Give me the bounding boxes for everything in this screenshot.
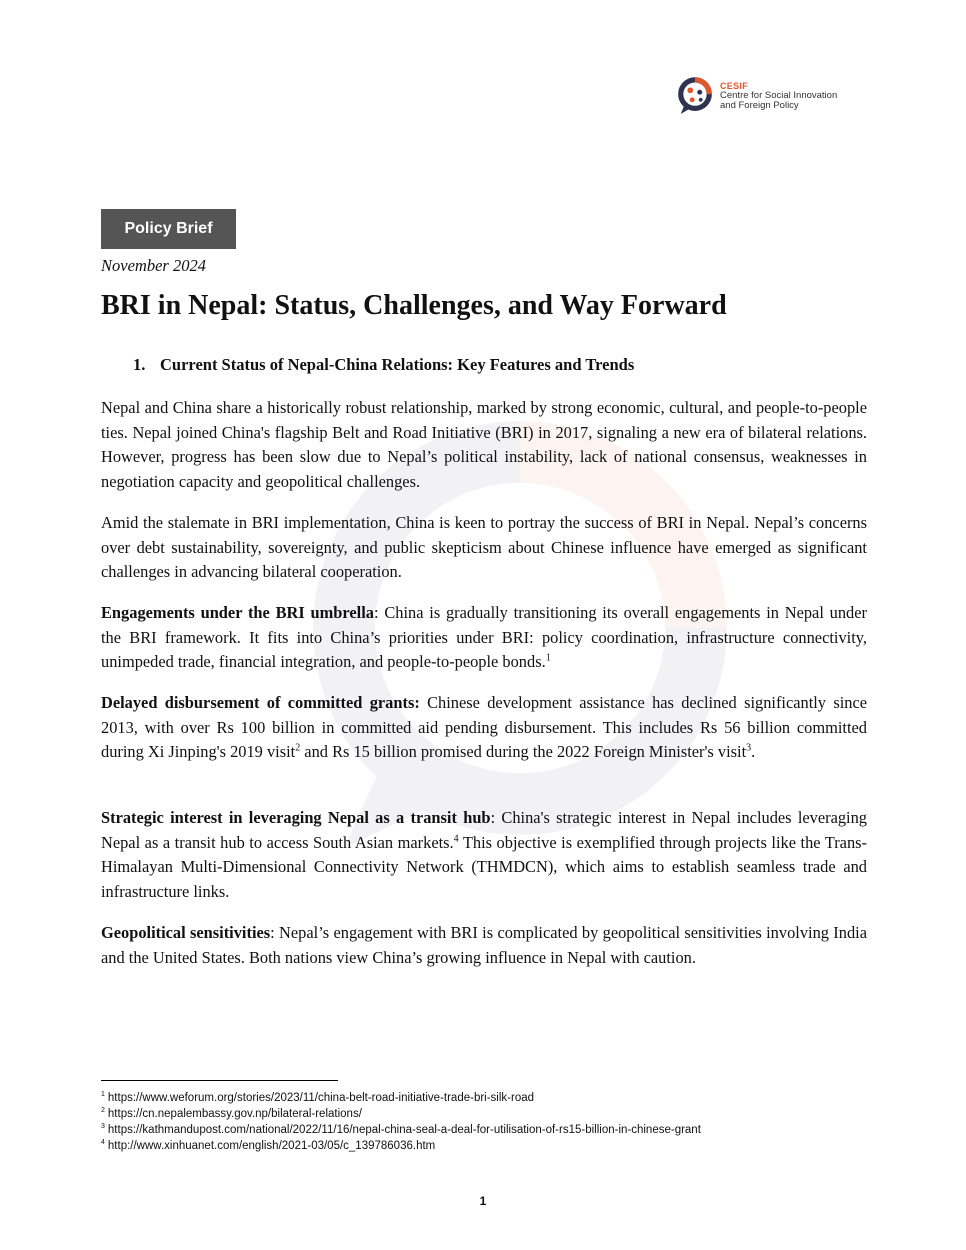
paragraph-engagements [101, 601, 867, 675]
paragraph-text: : China is gradually transitioning its overall engagements in Nepal under the BRI framework. It fits into China’s priorities under BRI: policy coordination, infrastructure connectivity, unimpeded trade, financial integration, and people-to-people bonds. [101, 603, 867, 671]
logo-abbr: CESIF [720, 81, 749, 91]
cesif-logo [676, 76, 837, 116]
footnote-link[interactable]: https://www.weforum.org/stories/2023/11/china-belt-road-initiative-trade-bri-silk-road [107, 1092, 535, 1104]
paragraph-lead: Delayed disbursement of committed grants: [101, 693, 420, 712]
paragraph-intro: Nepal and China share a historically robust relationship, marked by strong economic, cultural, and people-to-people ties. Nepal joined China's flagship Belt and Road Initiative (BRI) in 2017, signaling a new era of bilateral relations. However, progress has been slow due to Nepal’s political instability, lack of national consensus, weaknesses in negotiation capacity and geopolitical challenges. [101, 398, 867, 491]
footnote-link[interactable]: https://kathmandupost.com/national/2022/11/16/nepal-china-seal-a-deal-for-utilisation-of-rs15-billion-in-chinese-grant [107, 1124, 701, 1136]
footnote-2[interactable] [101, 1106, 701, 1122]
footnote-link[interactable]: https://cn.nepalembassy.gov.np/bilateral-relations/ [107, 1108, 362, 1120]
paragraph-text: . [751, 742, 756, 761]
footnote-number: 3 [101, 1123, 105, 1131]
paragraph-text: and Rs 15 billion promised during the 2022 Foreign Minister's visit [300, 742, 747, 761]
footnotes [101, 1090, 701, 1154]
paragraph-geopolitical [101, 921, 867, 970]
paragraph-text: This objective is exemplified through projects like the Trans-Himalayan Multi-Dimensional Connectivity Network (THMDCN), which aims to establish seamless trade and infrastructure links. [101, 832, 867, 901]
footnote-divider [101, 1080, 338, 1081]
paragraph-delayed-grants [101, 691, 867, 765]
logo-name-line1: Centre for Social Innovation [720, 90, 838, 101]
page-number: 1 [479, 1194, 487, 1208]
footnote-number: 4 [101, 1139, 105, 1147]
footnote-ref: 2 [295, 742, 301, 754]
footnote-3[interactable] [101, 1122, 701, 1138]
paragraph-text: : China's strategic interest in Nepal includes leveraging Nepal as a transit hub to access South Asian markets. [101, 808, 867, 852]
footnote-ref: 4 [453, 833, 459, 845]
footnote-4[interactable] [101, 1138, 701, 1154]
footnote-number: 2 [101, 1107, 105, 1115]
paragraph-text: : Nepal’s engagement with BRI is complicated by geopolitical sensitivities involving India and the United States. Both nations view China’s growing influence in Nepal with caution. [101, 923, 867, 967]
section-heading [133, 355, 634, 375]
page-title: BRI in Nepal: Status, Challenges, and Way Forward [101, 290, 727, 321]
footnote-number: 1 [101, 1091, 105, 1099]
logo-name-line2: and Foreign Policy [720, 100, 799, 111]
publication-date: November 2024 [101, 256, 206, 275]
paragraph-stalemate: Amid the stalemate in BRI implementation, China is keen to portray the success of BRI in Nepal. Nepal’s concerns over debt sustainability, sovereignty, and public skepticism about Chinese influence have emerged as significant challenges in advancing bilateral cooperation. [101, 513, 867, 581]
paragraph-lead: Geopolitical sensitivities [101, 923, 271, 942]
footnote-1[interactable] [101, 1090, 701, 1106]
paragraph-text: Chinese development assistance has declined significantly since 2013, with over Rs 100 billion in committed aid pending disbursement. This includes Rs 56 billion committed during Xi Jinping's 2019 visit [101, 693, 867, 761]
paragraph-lead: Strategic interest in leveraging Nepal as a transit hub [101, 808, 491, 827]
paragraph-lead: Engagements under the BRI umbrella [101, 603, 374, 622]
section-heading-text: Current Status of Nepal-China Relations: Key Features and Trends [160, 355, 635, 374]
section-number: 1. [133, 355, 146, 374]
footnote-link[interactable]: http://www.xinhuanet.com/english/2021-03/05/c_139786036.htm [107, 1140, 436, 1152]
policy-brief-badge: Policy Brief [101, 209, 236, 249]
logo-text [720, 81, 837, 111]
paragraph-transit-hub [101, 806, 867, 904]
footnote-ref: 1 [545, 652, 551, 664]
cesif-logo-icon [676, 76, 714, 116]
footnote-ref: 3 [746, 742, 752, 754]
